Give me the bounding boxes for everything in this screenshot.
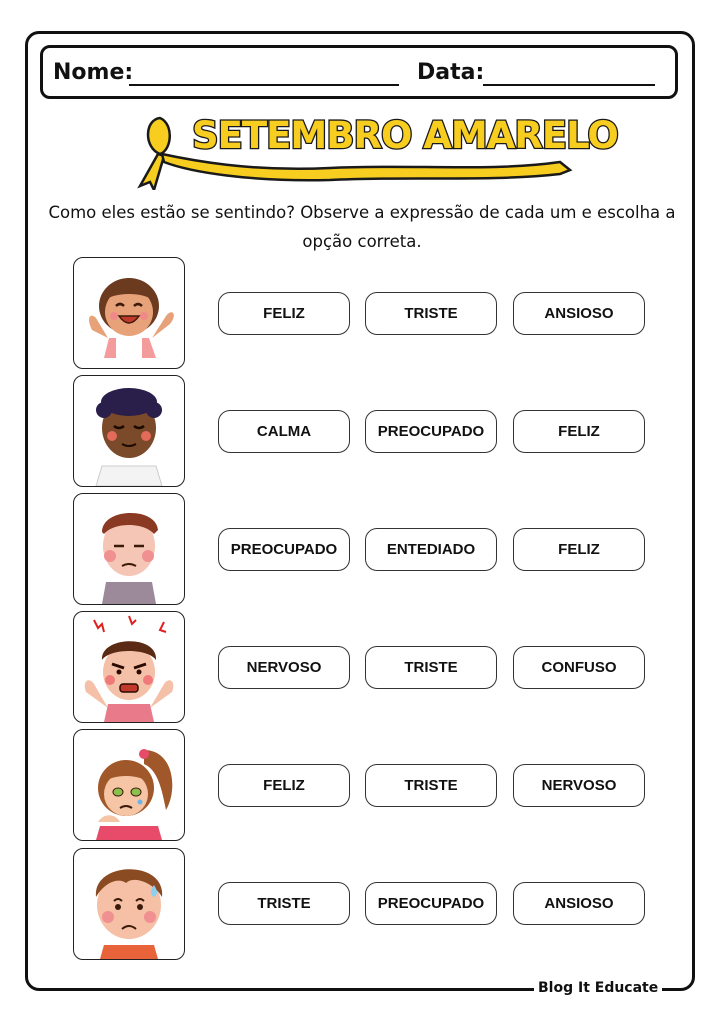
calm-boy-icon — [74, 376, 184, 486]
option-button[interactable]: FELIZ — [513, 410, 645, 453]
date-label: Data: — [417, 60, 485, 85]
option-button[interactable]: TRISTE — [365, 292, 497, 335]
face-card-bored-boy — [73, 493, 185, 605]
option-button[interactable]: NERVOSO — [218, 646, 350, 689]
option-button[interactable]: FELIZ — [218, 764, 350, 807]
face-card-sad-girl — [73, 729, 185, 841]
face-card-worried-boy — [73, 848, 185, 960]
footer-credit: Blog It Educate — [534, 980, 662, 996]
option-button[interactable]: PREOCUPADO — [365, 410, 497, 453]
option-button[interactable]: TRISTE — [365, 646, 497, 689]
name-field[interactable] — [129, 84, 399, 86]
angry-boy-icon — [74, 612, 184, 722]
happy-girl-icon — [74, 258, 184, 368]
page-title: SETEMBRO AMARELO — [192, 114, 618, 157]
option-button[interactable]: TRISTE — [218, 882, 350, 925]
date-field[interactable] — [483, 84, 655, 86]
option-button[interactable]: FELIZ — [513, 528, 645, 571]
bored-boy-icon — [74, 494, 184, 604]
option-button[interactable]: FELIZ — [218, 292, 350, 335]
option-button[interactable]: ANSIOSO — [513, 292, 645, 335]
option-button[interactable]: PREOCUPADO — [218, 528, 350, 571]
option-button[interactable]: CONFUSO — [513, 646, 645, 689]
worried-boy-icon — [74, 849, 184, 959]
name-label: Nome: — [53, 60, 134, 85]
face-card-calm-boy — [73, 375, 185, 487]
option-button[interactable]: TRISTE — [365, 764, 497, 807]
option-button[interactable]: ANSIOSO — [513, 882, 645, 925]
option-button[interactable]: CALMA — [218, 410, 350, 453]
title-banner — [130, 110, 618, 190]
option-button[interactable]: NERVOSO — [513, 764, 645, 807]
sad-girl-icon — [74, 730, 184, 840]
header-box — [40, 45, 678, 99]
face-card-happy-girl — [73, 257, 185, 369]
face-card-angry-boy — [73, 611, 185, 723]
instructions-text: Como eles estão se sentindo? Observe a expressão de cada um e escolha a opção correta. — [48, 203, 676, 251]
option-button[interactable]: PREOCUPADO — [365, 882, 497, 925]
option-button[interactable]: ENTEDIADO — [365, 528, 497, 571]
